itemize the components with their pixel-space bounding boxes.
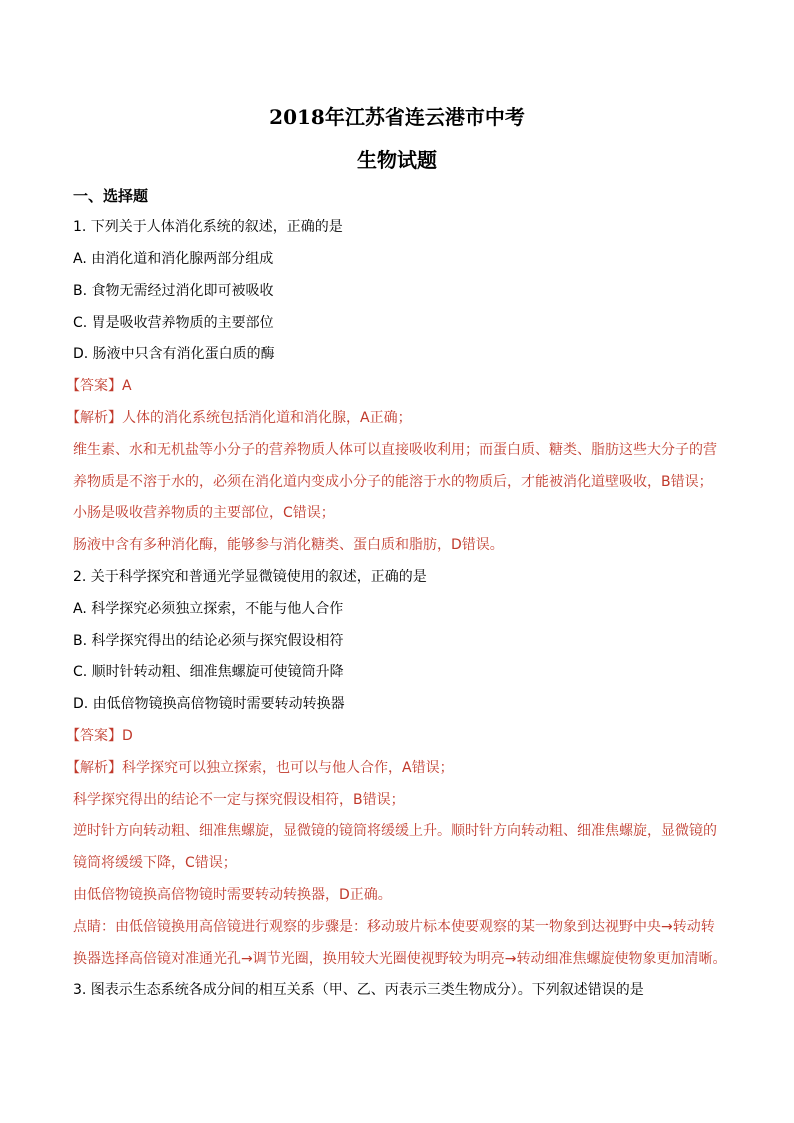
q2-answer bbox=[66, 726, 133, 746]
q2-note-line: 换器选择高倍镜对准通光孔→调节光圈，换用较大光圈使视野较为明亮→转动细准焦螺旋使物象更加清晰。 bbox=[73, 951, 727, 967]
exam-title: 2018年江苏省连云港市中考 bbox=[269, 105, 525, 129]
q1-stem: 1. 下列关于人体消化系统的叙述，正确的是 bbox=[73, 219, 343, 235]
q1-option-d: D. 肠液中只含有消化蛋白质的酶 bbox=[73, 346, 275, 362]
q2-analysis-line: 镜筒将缓缓下降，C错误； bbox=[73, 855, 237, 871]
q2-option-b: B. 科学探究得出的结论必须与探究假设相符 bbox=[73, 633, 344, 649]
q1-answer-tag: 【答案】 bbox=[66, 378, 122, 394]
q1-analysis-text: 人体的消化系统包括消化道和消化腺，A正确； bbox=[122, 410, 412, 426]
q2-answer-value: D bbox=[122, 728, 133, 744]
q2-option-d: D. 由低倍物镜换高倍物镜时需要转动转换器 bbox=[73, 696, 345, 712]
q2-option-c: C. 顺时针转动粗、细准焦螺旋可使镜筒升降 bbox=[73, 664, 344, 680]
q1-analysis-first bbox=[66, 408, 412, 428]
q2-analysis-text: 科学探究可以独立探索，也可以与他人合作，A错误； bbox=[122, 760, 454, 776]
q1-option-b: B. 食物无需经过消化即可被吸收 bbox=[73, 283, 274, 299]
q2-stem: 2. 关于科学探究和普通光学显微镜使用的叙述，正确的是 bbox=[73, 569, 427, 585]
q2-note-line: 点睛：由低倍镜换用高倍镜进行观察的步骤是：移动玻片标本使要观察的某一物象到达视野中央→转动转 bbox=[73, 919, 715, 935]
q3-stem: 3. 图表示生态系统各成分间的相互关系（甲、乙、丙表示三类生物成分）。下列叙述错误的是 bbox=[73, 982, 644, 998]
q1-analysis-line: 养物质是不溶于水的，必须在消化道内变成小分子的能溶于水的物质后，才能被消化道壁吸收，B错误； bbox=[73, 474, 713, 490]
q1-analysis-tag: 【解析】 bbox=[66, 410, 122, 426]
q2-analysis-tag: 【解析】 bbox=[66, 760, 122, 776]
q2-analysis-first bbox=[66, 758, 454, 778]
section-heading: 一、选择题 bbox=[73, 187, 149, 205]
q2-analysis-line: 逆时针方向转动粗、细准焦螺旋，显微镜的镜筒将缓缓上升。顺时针方向转动粗、细准焦螺旋，显微镜的 bbox=[73, 823, 717, 839]
q1-option-c: C. 胃是吸收营养物质的主要部位 bbox=[73, 315, 274, 331]
q2-analysis-line: 科学探究得出的结论不一定与探究假设相符，B错误； bbox=[73, 792, 405, 808]
q2-analysis-line: 由低倍物镜换高倍物镜时需要转动转换器，D正确。 bbox=[73, 887, 392, 903]
q1-answer bbox=[66, 376, 132, 396]
q1-option-a: A. 由消化道和消化腺两部分组成 bbox=[73, 251, 274, 267]
q1-analysis-line: 肠液中含有多种消化酶，能够参与消化糖类、蛋白质和脂肪，D错误。 bbox=[73, 537, 504, 553]
q1-analysis-line: 维生素、水和无机盐等小分子的营养物质人体可以直接吸收利用；而蛋白质、糖类、脂肪这些大分子的营 bbox=[73, 442, 717, 458]
exam-subtitle: 生物试题 bbox=[357, 148, 437, 172]
q1-analysis-line: 小肠是吸收营养物质的主要部位，C错误； bbox=[73, 505, 335, 521]
q1-answer-value: A bbox=[122, 378, 132, 394]
q2-answer-tag: 【答案】 bbox=[66, 728, 122, 744]
q2-option-a: A. 科学探究必须独立探索，不能与他人合作 bbox=[73, 601, 344, 617]
